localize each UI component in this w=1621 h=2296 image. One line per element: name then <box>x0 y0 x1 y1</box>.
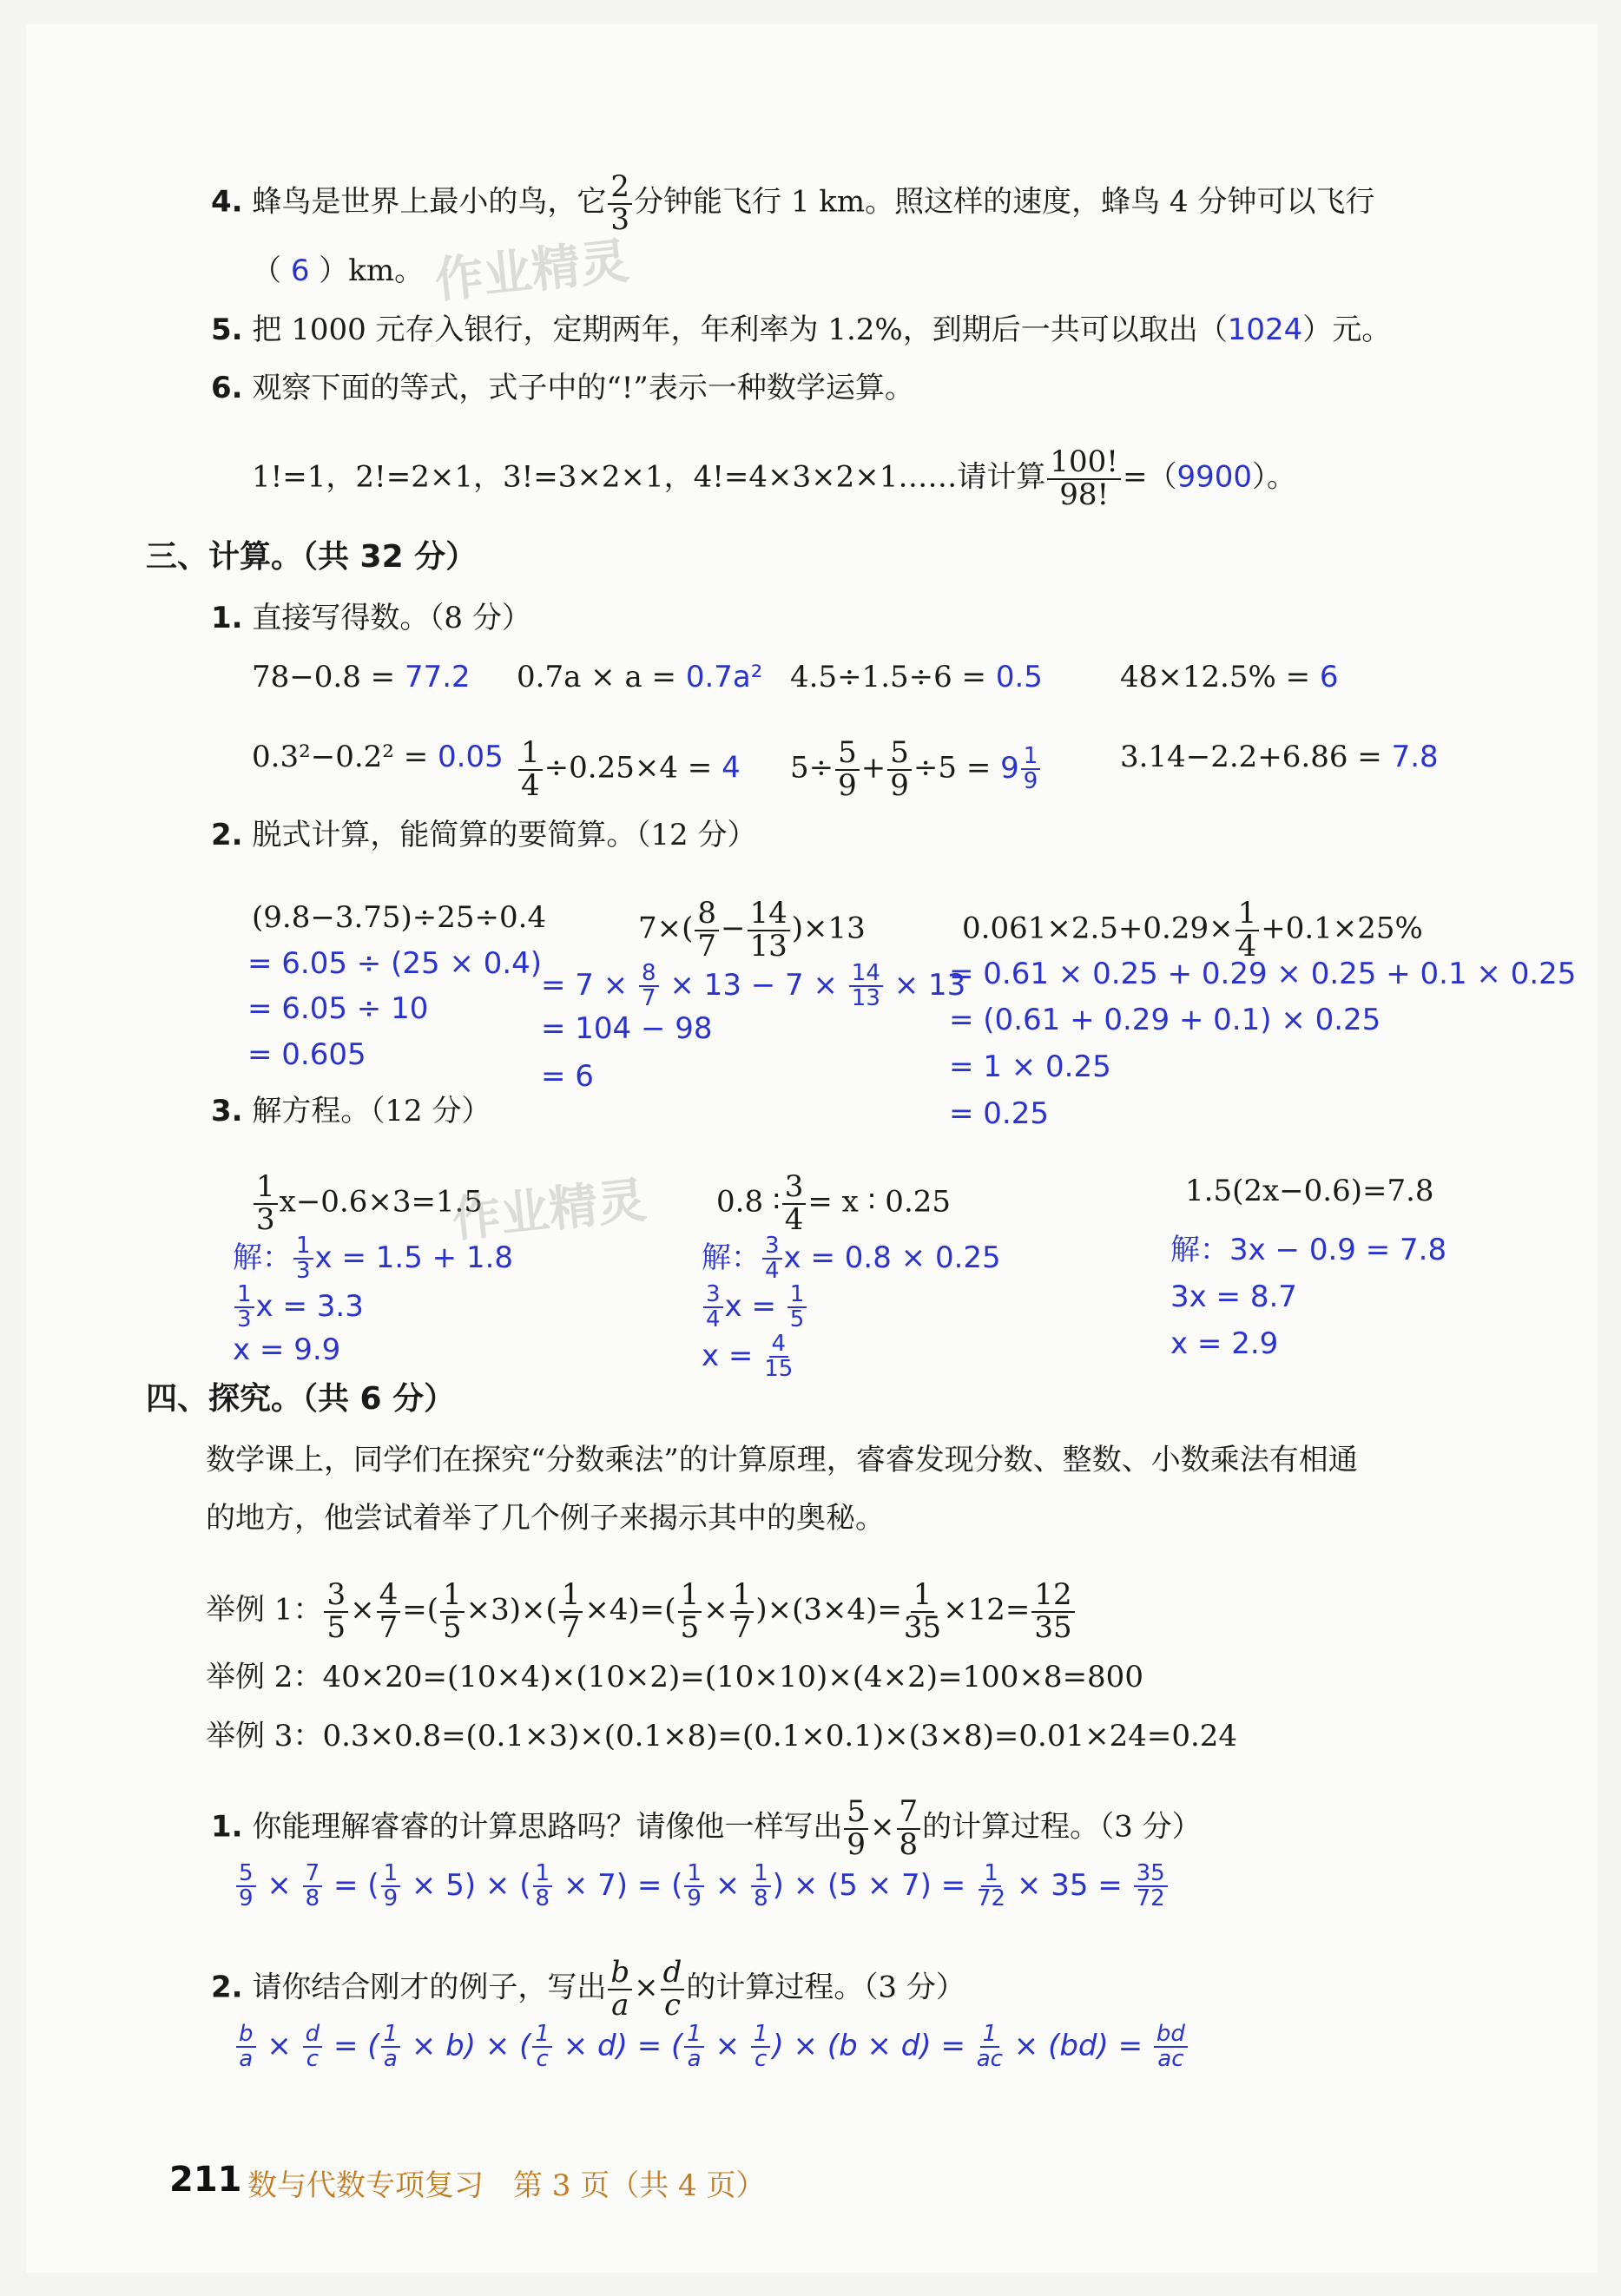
calc-item: 0.7a × a = 0.7a² <box>517 660 763 694</box>
calc-step: = 6.05 ÷ (25 × 0.4) <box>247 946 543 981</box>
s4-q1: 1. 你能理解睿睿的计算思路吗？请像他一样写出 $\frac{5}{9}$ × $\frac{7}{8}$ 的计算过程。（3 分） <box>211 1794 1202 1862</box>
solution-step: x = $\frac{4}{15}$ <box>702 1331 794 1383</box>
solution-step: x = 2.9 <box>1170 1326 1279 1361</box>
question-4-answer-line: （ 6 ）km。 <box>252 253 425 288</box>
question-5: 5. 把 1000 元存入银行，定期两年，年利率为 1.2%，到期后一共可以取出（1024）元。 <box>211 312 1392 347</box>
question-6: 6. 观察下面的等式，式子中的“!”表示一种数学运算。 <box>211 371 914 405</box>
calc-item: $\frac{1}{4}$ ÷0.25×4 = 4 <box>517 738 741 801</box>
example-2: 举例 2：40×20=(10×4)×(10×2)=(10×10)×(4×2)=100×8=800 <box>206 1660 1143 1694</box>
solution-step: $\frac{3}{4}$ x = $\frac{1}{5}$ <box>702 1283 808 1332</box>
section-4-title: 四、探究。（共 6 分） <box>146 1381 456 1417</box>
calc-step: = (0.61 + 0.29 + 0.1) × 0.25 <box>949 1003 1381 1037</box>
s3-q2-title: 2. 脱式计算，能简算的要简算。（12 分） <box>211 818 757 852</box>
solution-step: 解： $\frac{1}{3}$ x = 1.5 + 1.8 <box>233 1233 514 1285</box>
calc-item: 0.3²−0.2² = 0.05 <box>252 740 504 774</box>
equation: $\frac{1}{3}$ x−0.6×3=1.5 <box>252 1172 483 1235</box>
answer: 1024 <box>1227 312 1303 347</box>
equation: 0.8 ∶ $\frac{3}{4}$ = x ∶ 0.25 <box>716 1169 952 1237</box>
calc-step: = 0.61 × 0.25 + 0.29 × 0.25 + 0.1 × 0.25 <box>949 957 1577 991</box>
section-3-title: 三、计算。（共 32 分） <box>146 539 478 575</box>
footer-text: 数与代数专项复习 第 3 页（共 4 页） <box>247 2168 766 2203</box>
calc-step: = 104 − 98 <box>541 1011 713 1046</box>
solution-step: 3x = 8.7 <box>1170 1280 1297 1314</box>
question-4: 4. 蜂鸟是世界上最小的鸟，它 $\frac{2}{3}$ 分钟能飞行 1 km。照这样的速度，蜂鸟 4 分钟可以飞行 <box>211 169 1375 237</box>
calc-item: 78−0.8 = 77.2 <box>252 660 471 694</box>
worksheet-page <box>26 24 1598 2273</box>
question-6-formula: 1!=1，2!=2×1，3!=3×2×1，4!=4×3×2×1……请计算 $\frac{100!}{98!}$ =（9900）。 <box>252 444 1296 512</box>
s4-q1-answer: $\frac{5}{9}$ × $\frac{7}{8}$ = ( $\frac{1}{9}$ × 5) × ( $\frac{1}{8}$ × 7) = ( $\frac{1}{9}$ × $\frac{1}{8}$ ) × (5 × 7) = $\frac{1}{72}$ × 35 = $\frac{35}{72}$ <box>234 1862 1170 1911</box>
calc-step: = 0.605 <box>247 1037 366 1072</box>
example-1: 举例 1： $\frac{3}{5}$ × $\frac{4}{7}$ =( $\frac{1}{5}$ ×3)×( $\frac{1}{7}$ ×4)=( $\frac{1}{5}$ × $\frac{1}{7}$ )×(3×4)= $\frac{1}{35}$ ×12= $\frac{12}{35}$ <box>206 1580 1077 1643</box>
calc-problem: 7×( $\frac{8}{7}$ − $\frac{14}{13}$ )×13 <box>638 896 866 964</box>
solution-step: 解：3x − 0.9 = 7.8 <box>1170 1233 1447 1267</box>
calc-step: = 1 × 0.25 <box>949 1049 1111 1084</box>
calc-step: = 6 <box>541 1059 594 1094</box>
answer: 6 <box>290 253 310 288</box>
calc-step: = 6.05 ÷ 10 <box>247 991 429 1026</box>
page-number: 211 <box>169 2160 242 2200</box>
calc-item: 3.14−2.2+6.86 = 7.8 <box>1120 740 1439 774</box>
example-3: 举例 3：0.3×0.8=(0.1×3)×(0.1×8)=(0.1×0.1)×(3×8)=0.01×24=0.24 <box>206 1719 1238 1753</box>
paragraph: 的地方，他尝试着举了几个例子来揭示其中的奥秘。 <box>206 1501 885 1536</box>
paragraph: 数学课上，同学们在探究“分数乘法”的计算原理，睿睿发现分数、整数、小数乘法有相通 <box>206 1443 1358 1477</box>
calc-item: 48×12.5% = 6 <box>1120 660 1339 694</box>
calc-item: 4.5÷1.5÷6 = 0.5 <box>790 660 1043 694</box>
s3-q1-title: 1. 直接写得数。（8 分） <box>211 601 531 635</box>
fraction: $\frac{2}{3}$ <box>608 172 632 235</box>
watermark: 作业精灵 <box>432 233 632 310</box>
equation: 1.5(2x−0.6)=7.8 <box>1185 1174 1434 1208</box>
solution-step: 解： $\frac{3}{4}$ x = 0.8 × 0.25 <box>702 1233 1001 1285</box>
s4-q2-answer: $\frac{b}{a}$ × $\frac{d}{c}$ = ( $\frac{1}{a}$ × b) × ( $\frac{1}{c}$ × d) = ( $\frac{1}{a}$ × $\frac{1}{c}$ ) × (b × d) = $\frac{1}{ac}$ × (bd) = $\frac{bd}{ac}$ <box>234 2023 1189 2072</box>
s4-q2: 2. 请你结合刚才的例子，写出 $\frac{b}{a}$ × $\frac{d}{c}$ 的计算过程。（3 分） <box>211 1955 965 2023</box>
solution-step: $\frac{1}{3}$ x = 3.3 <box>233 1283 364 1332</box>
answer: 9900 <box>1176 459 1252 495</box>
watermark: 作业精灵 <box>449 1172 649 1249</box>
calc-problem: 0.061×2.5+0.29× $\frac{1}{4}$ +0.1×25% <box>962 896 1423 964</box>
calc-step: = 0.25 <box>949 1096 1049 1131</box>
calc-problem: (9.8−3.75)÷25÷0.4 <box>252 900 547 935</box>
calc-step: = 7 × $\frac{8}{7}$ × 13 − 7 × $\frac{14}{13}$ × 13 <box>541 960 966 1012</box>
s3-q3-title: 3. 解方程。（12 分） <box>211 1094 491 1128</box>
calc-item: 5÷ $\frac{5}{9}$ + $\frac{5}{9}$ ÷5 = 9 $\frac{1}{9}$ <box>790 738 1042 801</box>
solution-step: x = 9.9 <box>233 1332 341 1367</box>
